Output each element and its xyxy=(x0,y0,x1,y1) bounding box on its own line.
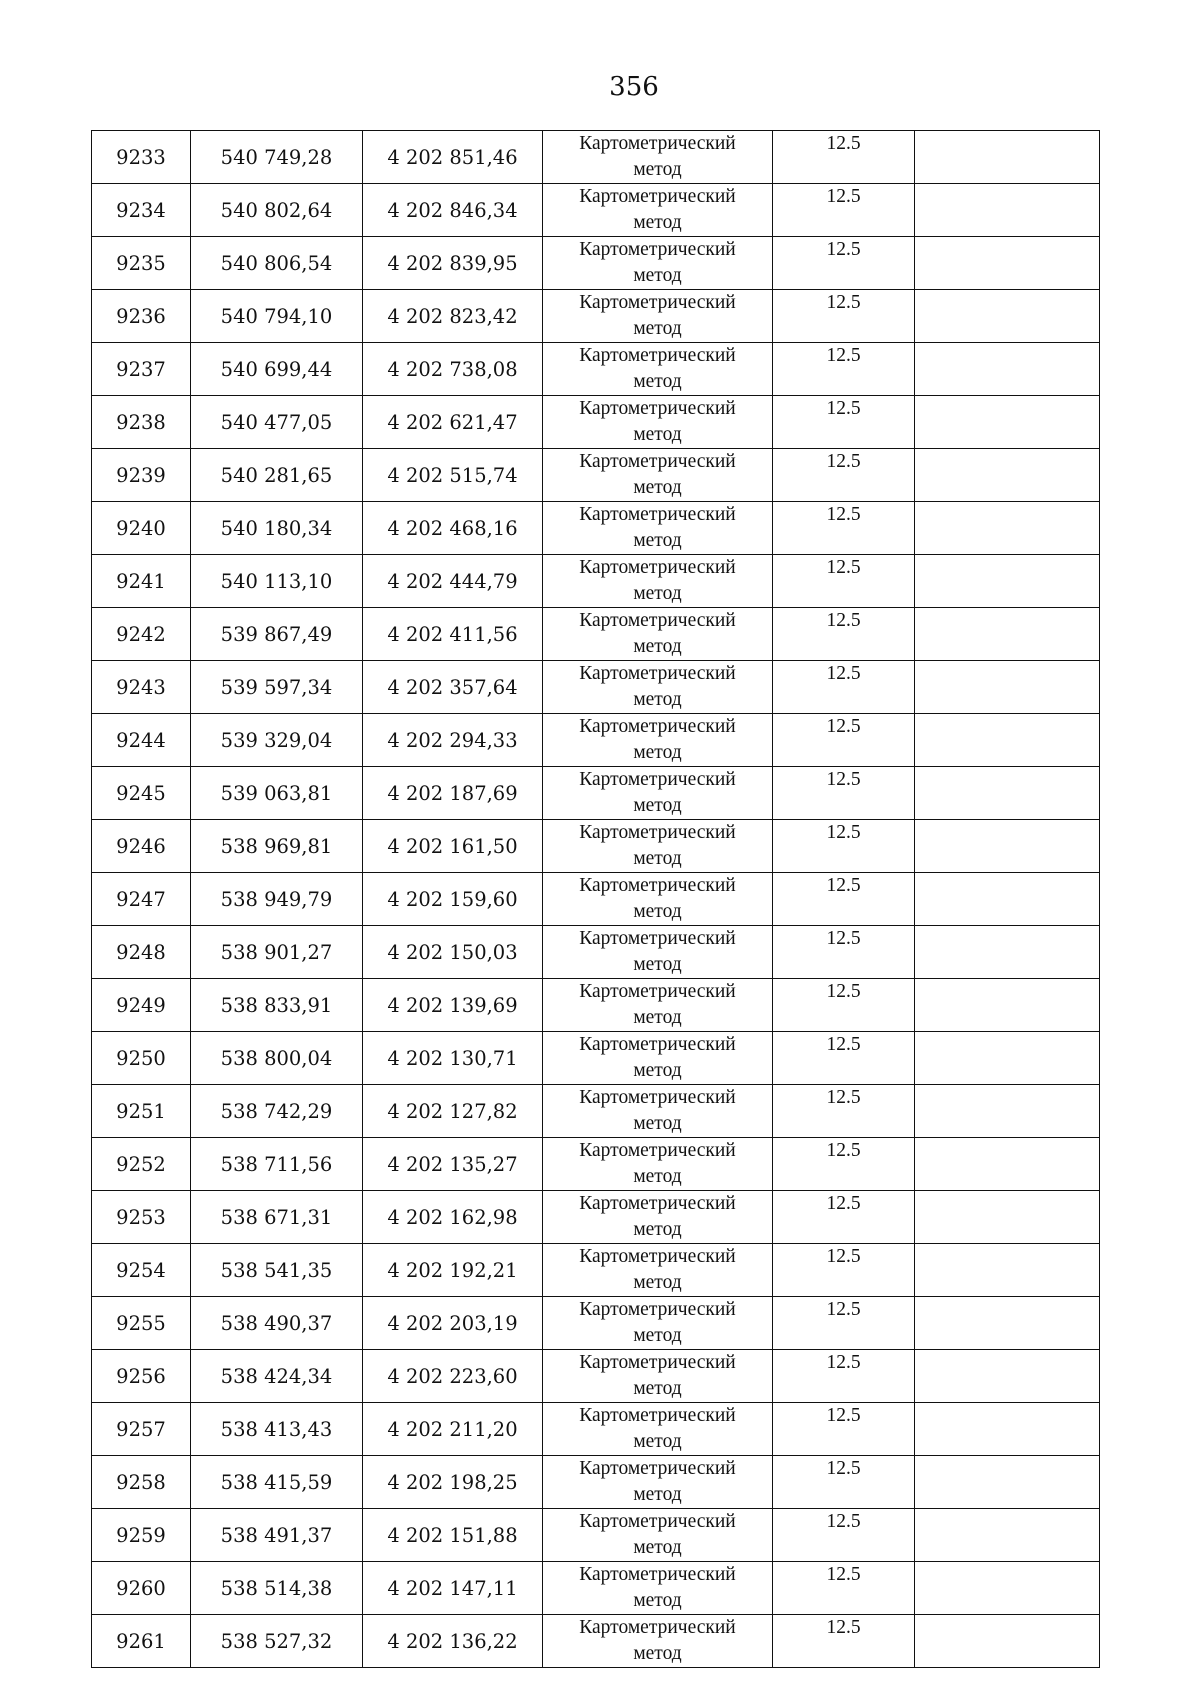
table-row xyxy=(92,1403,1100,1456)
x-coordinate-cell: 538 742,29 xyxy=(191,1085,363,1138)
x-coordinate-cell: 540 113,10 xyxy=(191,555,363,608)
note-cell xyxy=(915,502,1100,555)
method-cell xyxy=(543,502,773,555)
y-coordinate-cell: 4 202 150,03 xyxy=(363,926,543,979)
point-number-cell: 9251 xyxy=(92,1085,191,1138)
method-line-2: метод xyxy=(633,1643,682,1664)
point-number-cell: 9234 xyxy=(92,184,191,237)
table-row xyxy=(92,767,1100,820)
accuracy-cell: 12.5 xyxy=(773,1085,915,1138)
table-row xyxy=(92,449,1100,502)
y-coordinate-cell: 4 202 823,42 xyxy=(363,290,543,343)
note-cell xyxy=(915,1138,1100,1191)
method-cell xyxy=(543,449,773,502)
point-number-cell: 9240 xyxy=(92,502,191,555)
note-cell xyxy=(915,184,1100,237)
y-coordinate-cell: 4 202 135,27 xyxy=(363,1138,543,1191)
note-cell xyxy=(915,714,1100,767)
method-line-1: Картометрический xyxy=(579,1140,736,1161)
method-cell xyxy=(543,343,773,396)
method-line-1: Картометрический xyxy=(579,1564,736,1585)
method-line-2: метод xyxy=(633,371,682,392)
method-line-1: Картометрический xyxy=(579,769,736,790)
x-coordinate-cell: 540 477,05 xyxy=(191,396,363,449)
method-line-2: метод xyxy=(633,265,682,286)
method-line-1: Картометрический xyxy=(579,716,736,737)
method-line-1: Картометрический xyxy=(579,345,736,366)
x-coordinate-cell: 539 063,81 xyxy=(191,767,363,820)
y-coordinate-cell: 4 202 294,33 xyxy=(363,714,543,767)
y-coordinate-cell: 4 202 738,08 xyxy=(363,343,543,396)
table-row xyxy=(92,661,1100,714)
point-number-cell: 9259 xyxy=(92,1509,191,1562)
y-coordinate-cell: 4 202 162,98 xyxy=(363,1191,543,1244)
accuracy-cell: 12.5 xyxy=(773,184,915,237)
x-coordinate-cell: 538 527,32 xyxy=(191,1615,363,1668)
method-cell xyxy=(543,608,773,661)
table-row xyxy=(92,1350,1100,1403)
accuracy-cell: 12.5 xyxy=(773,290,915,343)
point-number-cell: 9239 xyxy=(92,449,191,502)
table-row xyxy=(92,1191,1100,1244)
method-cell xyxy=(543,873,773,926)
method-line-1: Картометрический xyxy=(579,928,736,949)
method-line-2: метод xyxy=(633,318,682,339)
y-coordinate-cell: 4 202 468,16 xyxy=(363,502,543,555)
point-number-cell: 9256 xyxy=(92,1350,191,1403)
method-line-2: метод xyxy=(633,795,682,816)
accuracy-cell: 12.5 xyxy=(773,661,915,714)
method-line-1: Картометрический xyxy=(579,557,736,578)
x-coordinate-cell: 540 180,34 xyxy=(191,502,363,555)
x-coordinate-cell: 538 949,79 xyxy=(191,873,363,926)
method-cell xyxy=(543,555,773,608)
x-coordinate-cell: 538 969,81 xyxy=(191,820,363,873)
y-coordinate-cell: 4 202 161,50 xyxy=(363,820,543,873)
point-number-cell: 9235 xyxy=(92,237,191,290)
accuracy-cell: 12.5 xyxy=(773,820,915,873)
point-number-cell: 9246 xyxy=(92,820,191,873)
method-line-1: Картометрический xyxy=(579,1193,736,1214)
point-number-cell: 9254 xyxy=(92,1244,191,1297)
method-line-2: метод xyxy=(633,689,682,710)
table-row xyxy=(92,343,1100,396)
accuracy-cell: 12.5 xyxy=(773,1138,915,1191)
method-line-2: метод xyxy=(633,1431,682,1452)
point-number-cell: 9236 xyxy=(92,290,191,343)
table-row xyxy=(92,608,1100,661)
method-line-2: метод xyxy=(633,742,682,763)
method-cell xyxy=(543,1456,773,1509)
note-cell xyxy=(915,1244,1100,1297)
accuracy-cell: 12.5 xyxy=(773,1615,915,1668)
method-line-1: Картометрический xyxy=(579,1034,736,1055)
note-cell xyxy=(915,237,1100,290)
method-line-2: метод xyxy=(633,530,682,551)
x-coordinate-cell: 538 415,59 xyxy=(191,1456,363,1509)
x-coordinate-cell: 540 806,54 xyxy=(191,237,363,290)
x-coordinate-cell: 540 794,10 xyxy=(191,290,363,343)
method-cell xyxy=(543,767,773,820)
method-line-2: метод xyxy=(633,1484,682,1505)
note-cell xyxy=(915,290,1100,343)
accuracy-cell: 12.5 xyxy=(773,926,915,979)
note-cell xyxy=(915,1350,1100,1403)
method-line-1: Картометрический xyxy=(579,133,736,154)
x-coordinate-cell: 539 329,04 xyxy=(191,714,363,767)
method-line-1: Картометрический xyxy=(579,1458,736,1479)
note-cell xyxy=(915,1032,1100,1085)
method-cell xyxy=(543,131,773,184)
note-cell xyxy=(915,1509,1100,1562)
method-line-2: метод xyxy=(633,1219,682,1240)
method-line-2: метод xyxy=(633,424,682,445)
point-number-cell: 9233 xyxy=(92,131,191,184)
accuracy-cell: 12.5 xyxy=(773,1244,915,1297)
accuracy-cell: 12.5 xyxy=(773,1562,915,1615)
accuracy-cell: 12.5 xyxy=(773,1191,915,1244)
point-number-cell: 9258 xyxy=(92,1456,191,1509)
method-line-2: метод xyxy=(633,636,682,657)
point-number-cell: 9243 xyxy=(92,661,191,714)
y-coordinate-cell: 4 202 127,82 xyxy=(363,1085,543,1138)
note-cell xyxy=(915,449,1100,502)
method-cell xyxy=(543,661,773,714)
table-row xyxy=(92,1562,1100,1615)
method-cell xyxy=(543,184,773,237)
method-line-1: Картометрический xyxy=(579,504,736,525)
method-line-2: метод xyxy=(633,583,682,604)
note-cell xyxy=(915,555,1100,608)
point-number-cell: 9237 xyxy=(92,343,191,396)
method-line-1: Картометрический xyxy=(579,292,736,313)
accuracy-cell: 12.5 xyxy=(773,1032,915,1085)
table-row xyxy=(92,1138,1100,1191)
x-coordinate-cell: 538 833,91 xyxy=(191,979,363,1032)
method-line-2: метод xyxy=(633,1166,682,1187)
method-line-1: Картометрический xyxy=(579,186,736,207)
point-number-cell: 9245 xyxy=(92,767,191,820)
method-cell xyxy=(543,979,773,1032)
accuracy-cell: 12.5 xyxy=(773,237,915,290)
note-cell xyxy=(915,873,1100,926)
method-cell xyxy=(543,1509,773,1562)
method-line-2: метод xyxy=(633,848,682,869)
method-cell xyxy=(543,1085,773,1138)
accuracy-cell: 12.5 xyxy=(773,343,915,396)
method-line-2: метод xyxy=(633,1537,682,1558)
table-row xyxy=(92,1085,1100,1138)
note-cell xyxy=(915,343,1100,396)
note-cell xyxy=(915,1297,1100,1350)
y-coordinate-cell: 4 202 357,64 xyxy=(363,661,543,714)
y-coordinate-cell: 4 202 136,22 xyxy=(363,1615,543,1668)
note-cell xyxy=(915,1456,1100,1509)
accuracy-cell: 12.5 xyxy=(773,608,915,661)
method-line-1: Картометрический xyxy=(579,663,736,684)
point-number-cell: 9242 xyxy=(92,608,191,661)
x-coordinate-cell: 540 802,64 xyxy=(191,184,363,237)
note-cell xyxy=(915,926,1100,979)
y-coordinate-cell: 4 202 151,88 xyxy=(363,1509,543,1562)
table-row xyxy=(92,1509,1100,1562)
note-cell xyxy=(915,1191,1100,1244)
accuracy-cell: 12.5 xyxy=(773,1403,915,1456)
point-number-cell: 9260 xyxy=(92,1562,191,1615)
method-line-2: метод xyxy=(633,159,682,180)
x-coordinate-cell: 538 490,37 xyxy=(191,1297,363,1350)
accuracy-cell: 12.5 xyxy=(773,502,915,555)
accuracy-cell: 12.5 xyxy=(773,873,915,926)
table-row xyxy=(92,1456,1100,1509)
method-line-2: метод xyxy=(633,477,682,498)
y-coordinate-cell: 4 202 147,11 xyxy=(363,1562,543,1615)
point-number-cell: 9244 xyxy=(92,714,191,767)
accuracy-cell: 12.5 xyxy=(773,979,915,1032)
y-coordinate-cell: 4 202 444,79 xyxy=(363,555,543,608)
x-coordinate-cell: 539 597,34 xyxy=(191,661,363,714)
method-cell xyxy=(543,1244,773,1297)
accuracy-cell: 12.5 xyxy=(773,1297,915,1350)
method-line-1: Картометрический xyxy=(579,1511,736,1532)
point-number-cell: 9261 xyxy=(92,1615,191,1668)
y-coordinate-cell: 4 202 411,56 xyxy=(363,608,543,661)
point-number-cell: 9253 xyxy=(92,1191,191,1244)
y-coordinate-cell: 4 202 223,60 xyxy=(363,1350,543,1403)
note-cell xyxy=(915,1403,1100,1456)
note-cell xyxy=(915,1615,1100,1668)
x-coordinate-cell: 538 413,43 xyxy=(191,1403,363,1456)
note-cell xyxy=(915,396,1100,449)
y-coordinate-cell: 4 202 621,47 xyxy=(363,396,543,449)
accuracy-cell: 12.5 xyxy=(773,449,915,502)
method-line-1: Картометрический xyxy=(579,1405,736,1426)
point-number-cell: 9247 xyxy=(92,873,191,926)
y-coordinate-cell: 4 202 851,46 xyxy=(363,131,543,184)
table-row xyxy=(92,1032,1100,1085)
y-coordinate-cell: 4 202 139,69 xyxy=(363,979,543,1032)
table-row xyxy=(92,1615,1100,1668)
y-coordinate-cell: 4 202 846,34 xyxy=(363,184,543,237)
x-coordinate-cell: 540 749,28 xyxy=(191,131,363,184)
method-cell xyxy=(543,1032,773,1085)
point-number-cell: 9255 xyxy=(92,1297,191,1350)
note-cell xyxy=(915,767,1100,820)
point-number-cell: 9248 xyxy=(92,926,191,979)
y-coordinate-cell: 4 202 187,69 xyxy=(363,767,543,820)
method-line-1: Картометрический xyxy=(579,451,736,472)
x-coordinate-cell: 538 541,35 xyxy=(191,1244,363,1297)
method-line-2: метод xyxy=(633,1378,682,1399)
y-coordinate-cell: 4 202 130,71 xyxy=(363,1032,543,1085)
method-cell xyxy=(543,396,773,449)
note-cell xyxy=(915,661,1100,714)
page-number: 356 xyxy=(609,72,659,102)
x-coordinate-cell: 538 901,27 xyxy=(191,926,363,979)
method-line-1: Картометрический xyxy=(579,1352,736,1373)
point-number-cell: 9249 xyxy=(92,979,191,1032)
y-coordinate-cell: 4 202 159,60 xyxy=(363,873,543,926)
x-coordinate-cell: 540 281,65 xyxy=(191,449,363,502)
table-row xyxy=(92,714,1100,767)
note-cell xyxy=(915,608,1100,661)
method-cell xyxy=(543,820,773,873)
table-row xyxy=(92,237,1100,290)
accuracy-cell: 12.5 xyxy=(773,1509,915,1562)
method-cell xyxy=(543,1403,773,1456)
method-line-1: Картометрический xyxy=(579,822,736,843)
method-line-2: метод xyxy=(633,954,682,975)
y-coordinate-cell: 4 202 203,19 xyxy=(363,1297,543,1350)
note-cell xyxy=(915,1085,1100,1138)
x-coordinate-cell: 538 711,56 xyxy=(191,1138,363,1191)
table-row xyxy=(92,396,1100,449)
x-coordinate-cell: 538 800,04 xyxy=(191,1032,363,1085)
x-coordinate-cell: 540 699,44 xyxy=(191,343,363,396)
x-coordinate-cell: 538 491,37 xyxy=(191,1509,363,1562)
coordinates-table xyxy=(91,130,1100,1668)
method-cell xyxy=(543,1615,773,1668)
table-row xyxy=(92,290,1100,343)
table-row xyxy=(92,184,1100,237)
method-cell xyxy=(543,290,773,343)
x-coordinate-cell: 539 867,49 xyxy=(191,608,363,661)
method-cell xyxy=(543,237,773,290)
note-cell xyxy=(915,979,1100,1032)
table-row xyxy=(92,131,1100,184)
accuracy-cell: 12.5 xyxy=(773,714,915,767)
method-line-2: метод xyxy=(633,1325,682,1346)
method-cell xyxy=(543,1191,773,1244)
y-coordinate-cell: 4 202 192,21 xyxy=(363,1244,543,1297)
y-coordinate-cell: 4 202 211,20 xyxy=(363,1403,543,1456)
method-line-1: Картометрический xyxy=(579,239,736,260)
point-number-cell: 9241 xyxy=(92,555,191,608)
point-number-cell: 9238 xyxy=(92,396,191,449)
note-cell xyxy=(915,1562,1100,1615)
method-line-1: Картометрический xyxy=(579,1087,736,1108)
x-coordinate-cell: 538 671,31 xyxy=(191,1191,363,1244)
method-line-2: метод xyxy=(633,1007,682,1028)
x-coordinate-cell: 538 424,34 xyxy=(191,1350,363,1403)
method-line-1: Картометрический xyxy=(579,875,736,896)
table-row xyxy=(92,820,1100,873)
method-line-1: Картометрический xyxy=(579,981,736,1002)
method-cell xyxy=(543,1350,773,1403)
table-row xyxy=(92,555,1100,608)
method-line-1: Картометрический xyxy=(579,1299,736,1320)
y-coordinate-cell: 4 202 198,25 xyxy=(363,1456,543,1509)
table-row xyxy=(92,1244,1100,1297)
method-line-2: метод xyxy=(633,1272,682,1293)
method-cell xyxy=(543,926,773,979)
table-row xyxy=(92,502,1100,555)
table-row xyxy=(92,926,1100,979)
method-cell xyxy=(543,1562,773,1615)
method-cell xyxy=(543,714,773,767)
table-row xyxy=(92,1297,1100,1350)
y-coordinate-cell: 4 202 839,95 xyxy=(363,237,543,290)
method-line-2: метод xyxy=(633,1060,682,1081)
note-cell xyxy=(915,131,1100,184)
method-line-2: метод xyxy=(633,1113,682,1134)
note-cell xyxy=(915,820,1100,873)
accuracy-cell: 12.5 xyxy=(773,555,915,608)
accuracy-cell: 12.5 xyxy=(773,131,915,184)
point-number-cell: 9257 xyxy=(92,1403,191,1456)
accuracy-cell: 12.5 xyxy=(773,1350,915,1403)
y-coordinate-cell: 4 202 515,74 xyxy=(363,449,543,502)
accuracy-cell: 12.5 xyxy=(773,767,915,820)
x-coordinate-cell: 538 514,38 xyxy=(191,1562,363,1615)
method-cell xyxy=(543,1138,773,1191)
method-cell xyxy=(543,1297,773,1350)
accuracy-cell: 12.5 xyxy=(773,1456,915,1509)
method-line-1: Картометрический xyxy=(579,610,736,631)
method-line-1: Картометрический xyxy=(579,1246,736,1267)
point-number-cell: 9252 xyxy=(92,1138,191,1191)
method-line-2: метод xyxy=(633,1590,682,1611)
method-line-1: Картометрический xyxy=(579,398,736,419)
coordinates-table-body xyxy=(92,131,1100,1668)
method-line-1: Картометрический xyxy=(579,1617,736,1638)
accuracy-cell: 12.5 xyxy=(773,396,915,449)
table-row xyxy=(92,979,1100,1032)
point-number-cell: 9250 xyxy=(92,1032,191,1085)
method-line-2: метод xyxy=(633,212,682,233)
table-row xyxy=(92,873,1100,926)
method-line-2: метод xyxy=(633,901,682,922)
